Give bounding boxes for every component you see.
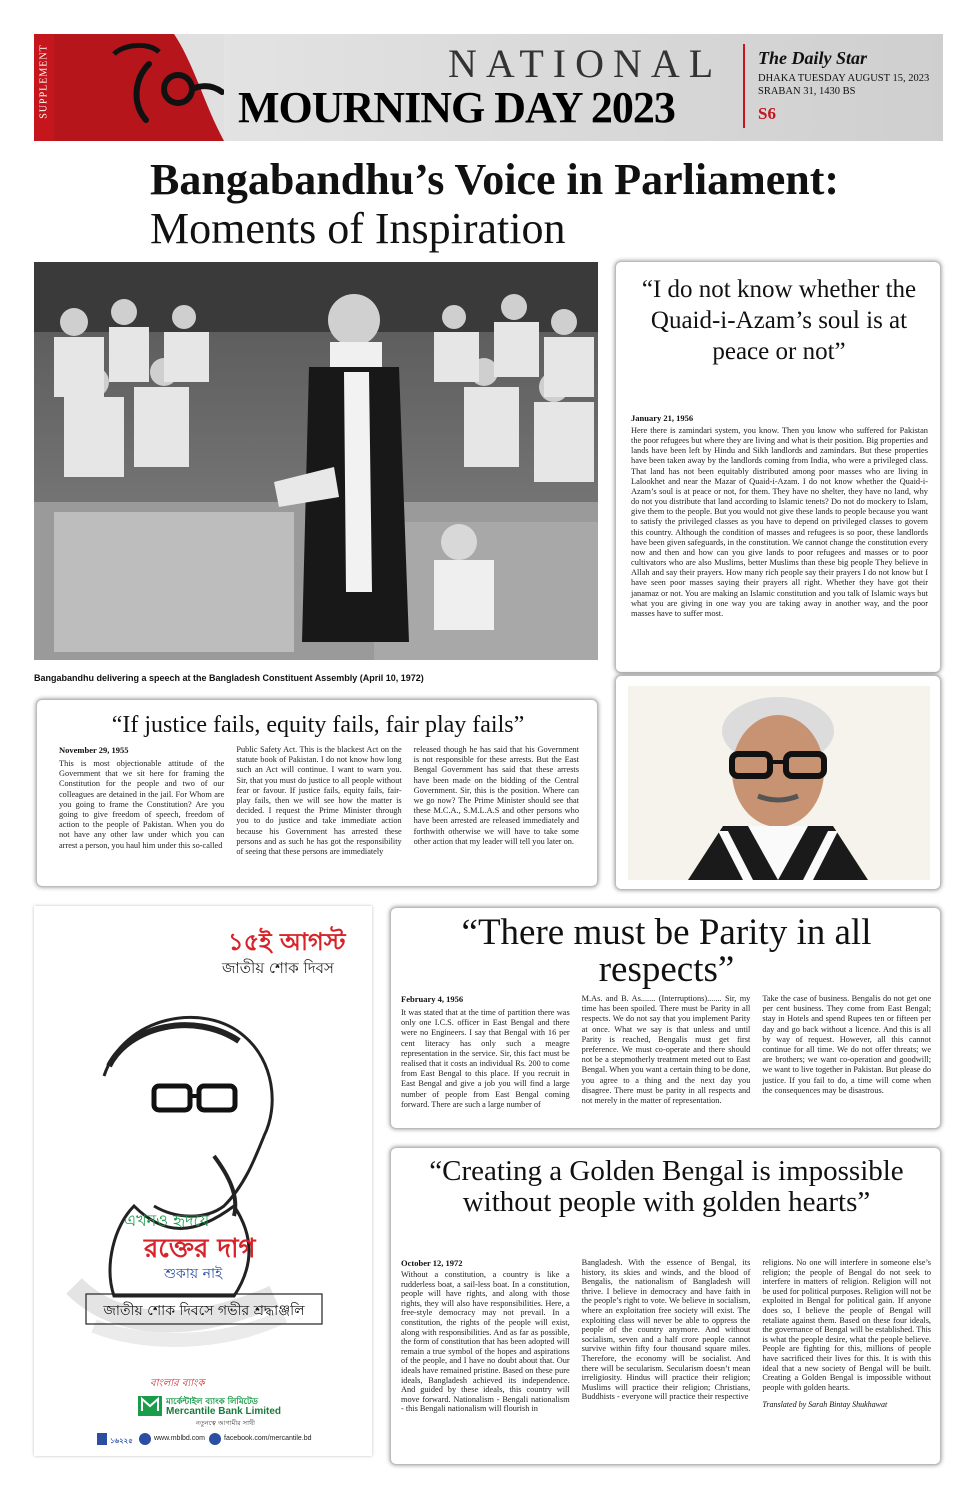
mercantile-bank-ad xyxy=(34,906,372,1456)
quote-columns xyxy=(401,1258,931,1414)
column-1 xyxy=(401,994,570,1110)
quote-title: “Creating a Golden Bengal is impossible without people with golden hearts” xyxy=(429,1155,904,1218)
ad-website[interactable]: www.mblbd.com xyxy=(154,1435,205,1442)
column-text: This is most objectionable attitude of the Government that we sit here for framing the Constitution for the people and two of our colleagues are detained in the jail. For Whom are you going to frame the Constitution? Are you going to give freedom of speech, freedom of action to the people of Pakistan. When you do not have any other law under which you can arrest a person, you haul him under this so-called xyxy=(59,759,225,850)
bangabandhu-portrait xyxy=(628,686,930,880)
ad-slogan-line2: রক্তের দাগ xyxy=(144,1234,256,1264)
column-2: Bangladesh. With the essence of Bengal, its history, its skies and winds, and the blood of Bengalis, the nationalism of Bangladesh will thrive. I believe in democracy and have faith in the people’s right to vote. We believe in socialism, where an exploitation free society will exist. The exploiting class will never be able to oppress the people of the country anymore. And without socialism, seven and a half crore people cannot survive within fifty four thousand square miles. Therefore, the economy will be socialist. And there will be secularism. Secularism doesn’t mean irreligiosity. Hindus will practice their religion; Muslims will practice their religion; Christians, Buddhists - everyone will practice their respective xyxy=(581,1258,751,1402)
column-text: religions. No one will interfere in someone else’s religion; the people of Bengal do not seek to interfere in matters of religion. Religion will not be used for political purposes. Religion will not be exploited in Bengal for political gain. If anyone does so, I believe the people of Bengal will retaliate against them. Based on these four ideals, the governance of Bengal will be established. This is what the people desire, what the people believe. People are fighting for this, millions of people have sacrificed their lives for this. It is with this ideal that a new society of Bengal will be built. Creating a Golden Bengal is impossible without people with golden hearts. xyxy=(762,1258,932,1392)
ad-tribute: জাতীয় শোক দিবসে গভীর শ্রদ্ধাঞ্জলি xyxy=(103,1303,305,1319)
paper-logo: The Daily Star xyxy=(758,48,868,68)
column-3 xyxy=(762,1258,931,1414)
ad-illustration xyxy=(34,906,372,1456)
brush-portrait-graphic xyxy=(54,34,224,141)
ad-hotline: ১৬২২৫ xyxy=(110,1437,133,1445)
column-1 xyxy=(401,1258,570,1414)
ad-bank-name-en: Mercantile Bank Limited xyxy=(166,1406,282,1417)
headline-bold: Bangabandhu’s Voice in Parliament: xyxy=(150,155,840,204)
ad-slogan-line3: শুকায় নাই xyxy=(164,1266,223,1282)
translator-credit: Translated by Sarah Bintay Shukhawat xyxy=(762,1400,888,1410)
supplement-label: SUPPLEMENT xyxy=(38,44,50,119)
masthead-title-bottom: MOURNING DAY 2023 xyxy=(238,83,675,132)
supplement-strip xyxy=(34,34,54,141)
quote-date: February 4, 1956 xyxy=(401,994,464,1004)
masthead-date xyxy=(758,72,929,98)
masthead-divider xyxy=(743,44,745,128)
quote-body: Here there is zamindari system, you know. Then you know who suffered for Pakistan the poor refugees but where they are living and what is their position. Big properties and lands have been left by Hindu and Sikh landlords and zamindars. But these properties have been taken away by the landlords coming from India, who were a privileged class. That land has not been equitably distributed among poor masses who are living in Lalookhet and near the Mazar of Quaid-i-Azam. I do not know whether the Quaid-i-Azam’s soul is at peace or not, for them. They have no shelter, they have no land, why do not you distribute that land according to Islamic tenets? Do not do mockery to Islam, give them to the people. But you would not give these lands to people because you want to satisfy the privileged classes as you have to depend on privileged classes to govern this country. Although the condition of masses and refugees is so poor, these landlords have been given safeguards, in the constitution. We cannot change the constitution every now and then and how can you give lands to poor refugees and masses or to poor cultivators who are also Muslims, better Muslims than these big people They believe in Allah and say their prayers. How many rich people say their prayers I do not know but I have seen poor masses saying their prayers all right. Whether they have got their janamaz or not. You are making an Islamic constitution and you talk of Islamic ways but what you are giving in one way you are taking away in another way, and the poor masses have to suffer most. xyxy=(631,426,928,618)
quote-title: “I do not know whether the Quaid-i-Azam’s soul is at peace or not” xyxy=(641,276,917,365)
quote-card-quaid xyxy=(615,261,941,673)
assembly-photo xyxy=(34,262,598,660)
masthead-title-top: NATIONAL xyxy=(448,41,723,86)
quote-card-golden-bengal xyxy=(390,1147,941,1465)
ad-mourning-day-text: জাতীয় শোক দিবস xyxy=(222,959,334,977)
column-text: It was stated that at the time of partition there was only one I.C.S. officer in East Bengal and there were no Engineers. I say that Bengal with 16 per cent literacy has only such a meagre representation in the service. Sir, this fact must be realised that it costs an individual Rs. 200 to come from East Bengal to this place. If you recruit in East Bengal and give a job you will find a large number of people from East Bengal coming forward. There are such a large number of xyxy=(401,1008,570,1109)
quote-title: “There must be Parity in all respects” xyxy=(461,912,872,990)
quote-card-parity xyxy=(390,907,941,1129)
ad-facebook[interactable]: facebook.com/mercantile.bd xyxy=(224,1435,312,1442)
quote-columns xyxy=(401,994,931,1110)
page-headline xyxy=(150,155,940,253)
quote-columns xyxy=(59,745,579,857)
page-number: S6 xyxy=(758,104,776,123)
column-3: released though he has said that his Government is not responsible for these arrests. But the East Bengal Government has said that these arrests have been made on the bidding of the Central Government. Sir, this is the position. Where can we go now? The Prime Minister should see that these M.C.A., S.M.L.A.S and other persons who have been arrested are released immediately and forthwith otherwise we will have to take some other action that my leader will tell you later on. xyxy=(413,745,579,846)
quote-date: November 29, 1955 xyxy=(59,745,129,755)
quote-date: January 21, 1956 xyxy=(631,413,694,423)
ad-slogan-line1: এখনও হৃদয়ে xyxy=(124,1211,210,1230)
date-line-2: SRABAN 31, 1430 BS xyxy=(758,86,856,97)
ad-date-15-august: ১৫ই আগস্ট xyxy=(228,928,346,956)
ad-bank-name-bn: মার্কেন্টাইল ব্যাংক লিমিটেড xyxy=(166,1397,258,1407)
portrait-card xyxy=(615,675,941,890)
headline-light: Moments of Inspiration xyxy=(150,204,566,253)
quote-card-justice xyxy=(36,699,598,887)
quote-date: October 12, 1972 xyxy=(401,1258,463,1268)
column-1 xyxy=(59,745,224,857)
ad-bank-tag: নতুনত্বে আগামীর সাথী xyxy=(196,1419,256,1427)
date-line-1: DHAKA TUESDAY AUGUST 15, 2023 xyxy=(758,73,930,84)
column-3: Take the case of business. Bengalis do not get one per cent business. They come from East Bengal; stay in Hotels and spend Rupees ten or fifteen per day and go back without a licence. And this is all by way of request. However, all this cannot continue for all time. We do not offer threats; we are brothers; we want co-operation and goodwill; we want to live together in Pakistan. But please do justice. If you fail to do, a time will come when the consequences may be disastrous. xyxy=(762,994,932,1095)
column-2: Public Safety Act. This is the blackest Act on the statute book of Pakistan. I do not know how long such an Act will continue. I want to warn you. Sir, that you must do justice to all people without fear or favour. If justice fails, equity fails, fair-play fails, then we will see how the matter is decided. I request the Prime Minister through you to do justice and take immediate action because his Government has arrested these persons and as such he has got the responsibility of seeing that these persons are immediately xyxy=(236,745,402,857)
ad-bank-slogan: বাংলার ব্যাংক xyxy=(150,1378,205,1389)
column-2: M.As. and B. As....... (Interruptions)....... Sir, my time has been spoiled. There must be Parity in all respects. We do not say that you implement Parity at once. What we say is that unless and until Parity is reached, Bengalis must get first preference. We must co-operate and there should not be a stepmotherly treatment meted out to East Bengal. When you want a certain thing to be done, you agree to a thing and the next day you disagree. There must be parity in all respects and not merely in the matter of representation. xyxy=(581,994,751,1106)
quote-title: “If justice fails, equity fails, fair play fails” xyxy=(111,712,525,738)
photo-caption: Bangabandhu delivering a speech at the Bangladesh Constituent Assembly (April 10, 1972) xyxy=(34,673,424,683)
column-text: Without a constitution, a country is like a rudderless boat, a sail-less boat. In a constitution, people will have rights, and along with those rights, they will also have responsibilities. Here, a free-style democracy may not prevail. In a constitution, the rights of the people will exist, along with responsibilities. And as far as possible, the form of constitution that has been adopted will remain a true symbol of the hopes and aspirations of the people, and I have no doubt about that. Our ideals have remained pristine. Based on these pure ideals, Bangladesh achieved its independence. And guided by these ideals, this country will move forward. Nationalism - Bengali nationalism - this Bengali nationalism will flourish in xyxy=(401,1270,570,1414)
